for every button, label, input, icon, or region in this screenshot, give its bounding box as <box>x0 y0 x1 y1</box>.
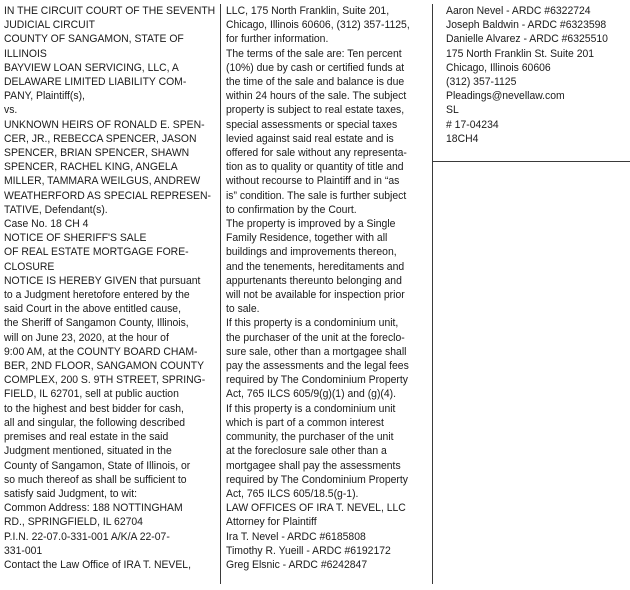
text-line: Pleadings@nevellaw.com <box>446 90 565 103</box>
text-line: Act, 765 ILCS 605/9(g)(1) and (g)(4). <box>226 388 397 401</box>
notice-end-rule <box>432 161 630 162</box>
text-line: is” condition. The sale is further subject <box>226 189 407 202</box>
text-line: property is subject to real estate taxes, <box>226 104 405 117</box>
text-line: (312) 357-1125 <box>446 76 517 89</box>
text-line: PANY, Plaintiff(s), <box>4 90 85 103</box>
text-line: offered for sale without any representa- <box>226 147 407 160</box>
text-line: The property is improved by a Single <box>226 218 396 231</box>
text-line: so much thereof as shall be sufficient to <box>4 473 187 486</box>
text-line: will not be available for inspection prior <box>226 289 405 302</box>
text-line: FIELD, IL 62701, sell at public auction <box>4 388 179 401</box>
text-line: the Sheriff of Sangamon County, Illinois, <box>4 317 189 330</box>
text-line: and the tenements, hereditaments and <box>226 260 405 273</box>
text-line: 9:00 AM, at the COUNTY BOARD CHAM- <box>4 345 198 358</box>
text-line: the time of the sale and balance is due <box>226 76 405 89</box>
text-line: community, the purchaser of the unit <box>226 431 394 444</box>
text-line: RD., SPRINGFIELD, IL 62704 <box>4 516 143 529</box>
text-line: LLC, 175 North Franklin, Suite 201, <box>226 5 390 17</box>
text-line: COUNTY OF SANGAMON, STATE OF <box>4 33 184 46</box>
text-line: said Court in the above entitled cause, <box>4 303 181 316</box>
text-line: OF REAL ESTATE MORTGAGE FORE- <box>4 246 189 259</box>
text-line: If this property is a condominium unit <box>226 402 396 415</box>
text-line: required by The Condominium Property <box>226 473 408 486</box>
column-3 <box>446 4 630 146</box>
text-line: SL <box>446 104 459 117</box>
text-line: Aaron Nevel - ARDC #6322724 <box>446 5 591 17</box>
text-line: Family Residence, together with all <box>226 232 388 245</box>
text-line: P.I.N. 22-07.0-331-001 A/K/A 22-07- <box>4 530 170 543</box>
text-line: (10%) due by cash or certified funds at <box>226 61 405 74</box>
text-line: Attorney for Plaintiff <box>226 516 317 529</box>
text-line: Chicago, Illinois 60606, (312) 357-1125, <box>226 19 410 32</box>
text-line: levied against said real estate and is <box>226 132 394 145</box>
text-line: 331-001 <box>4 544 43 557</box>
text-line: SPENCER, RACHEL KING, ANGELA <box>4 161 178 174</box>
text-line: the purchaser of the unit at the foreclo- <box>226 331 405 344</box>
text-line: DELAWARE LIMITED LIABILITY COM- <box>4 76 187 89</box>
text-line: CLOSURE <box>4 260 55 273</box>
text-line: buildings and improvements thereon, <box>226 246 397 259</box>
text-line: Ira T. Nevel - ARDC #6185808 <box>226 530 366 543</box>
text-line: COMPLEX, 200 S. 9TH STREET, SPRING- <box>4 374 206 387</box>
text-line: Act, 765 ILCS 605/18.5(g-1). <box>226 487 359 500</box>
text-line: premises and real estate in the said <box>4 431 169 444</box>
text-line: Greg Elsnic - ARDC #6242847 <box>226 558 368 571</box>
text-line: special assessments or special taxes <box>226 118 398 131</box>
text-line: Case No. 18 CH 4 <box>4 218 89 231</box>
text-line: The terms of the sale are: Ten percent <box>226 47 402 60</box>
text-line: NOTICE IS HEREBY GIVEN that pursuant <box>4 274 201 287</box>
column-divider-1 <box>220 4 221 584</box>
text-line: WEATHERFORD AS SPECIAL REPRESEN- <box>4 189 211 202</box>
text-line: UNKNOWN HEIRS OF RONALD E. SPEN- <box>4 118 205 131</box>
text-line: Judgment mentioned, situated in the <box>4 445 172 458</box>
text-line: at the foreclosure sale other than a <box>226 445 387 458</box>
text-line: LAW OFFICES OF IRA T. NEVEL, LLC <box>226 502 406 515</box>
text-line: 175 North Franklin St. Suite 201 <box>446 47 595 60</box>
text-line: to confirmation by the Court. <box>226 203 357 216</box>
text-line: required by The Condominium Property <box>226 374 408 387</box>
text-line: to a Judgment heretofore entered by the <box>4 289 190 302</box>
column-2 <box>226 4 425 572</box>
text-line: tion as to quality or quantity of title and <box>226 161 404 174</box>
text-line: 18CH4 <box>446 132 479 145</box>
text-line: Contact the Law Office of IRA T. NEVEL, <box>4 558 191 571</box>
text-line: Timothy R. Yueill - ARDC #6192172 <box>226 544 391 557</box>
text-line: for further information. <box>226 33 329 46</box>
text-line: BER, 2ND FLOOR, SANGAMON COUNTY <box>4 360 205 373</box>
text-line: County of Sangamon, State of Illinois, or <box>4 459 191 472</box>
text-line: CER, JR., REBECCA SPENCER, JASON <box>4 132 197 145</box>
text-line: Common Address: 188 NOTTINGHAM <box>4 502 183 515</box>
text-line: If this property is a condominium unit, <box>226 317 399 330</box>
text-line: to sale. <box>226 303 260 316</box>
text-line: will on June 23, 2020, at the hour of <box>4 331 169 344</box>
text-line: ILLINOIS <box>4 47 47 60</box>
text-line: SPENCER, BRIAN SPENCER, SHAWN <box>4 147 190 160</box>
text-line: pay the assessments and the legal fees <box>226 360 409 373</box>
text-line: JUDICIAL CIRCUIT <box>4 19 95 32</box>
text-line: BAYVIEW LOAN SERVICING, LLC, A <box>4 61 179 74</box>
text-line: TATIVE, Defendant(s). <box>4 203 108 216</box>
text-line: mortgagee shall pay the assessments <box>226 459 401 472</box>
column-1 <box>4 4 216 572</box>
text-line: MILLER, TAMMARA WEILGUS, ANDREW <box>4 175 201 188</box>
text-line: NOTICE OF SHERIFF'S SALE <box>4 232 147 245</box>
text-line: which is part of a common interest <box>226 416 384 429</box>
text-line: within 24 hours of the sale. The subject <box>226 90 407 103</box>
text-line: without recourse to Plaintiff and in “as <box>226 175 400 188</box>
text-line: satisfy said Judgment, to wit: <box>4 487 138 500</box>
text-line: all and singular, the following described <box>4 416 186 429</box>
column-divider-2 <box>432 4 433 584</box>
text-line: Joseph Baldwin - ARDC #6323598 <box>446 19 607 32</box>
text-line: # 17-04234 <box>446 118 499 131</box>
text-line: sure sale, other than a mortgagee shall <box>226 345 407 358</box>
text-line: to the highest and best bidder for cash, <box>4 402 184 415</box>
text-line: vs. <box>4 104 18 117</box>
text-line: Danielle Alvarez - ARDC #6325510 <box>446 33 608 46</box>
text-line: IN THE CIRCUIT COURT OF THE SEVENTH <box>4 5 216 17</box>
text-line: Chicago, Illinois 60606 <box>446 61 551 74</box>
text-line: appurtenants thereunto belonging and <box>226 274 402 287</box>
